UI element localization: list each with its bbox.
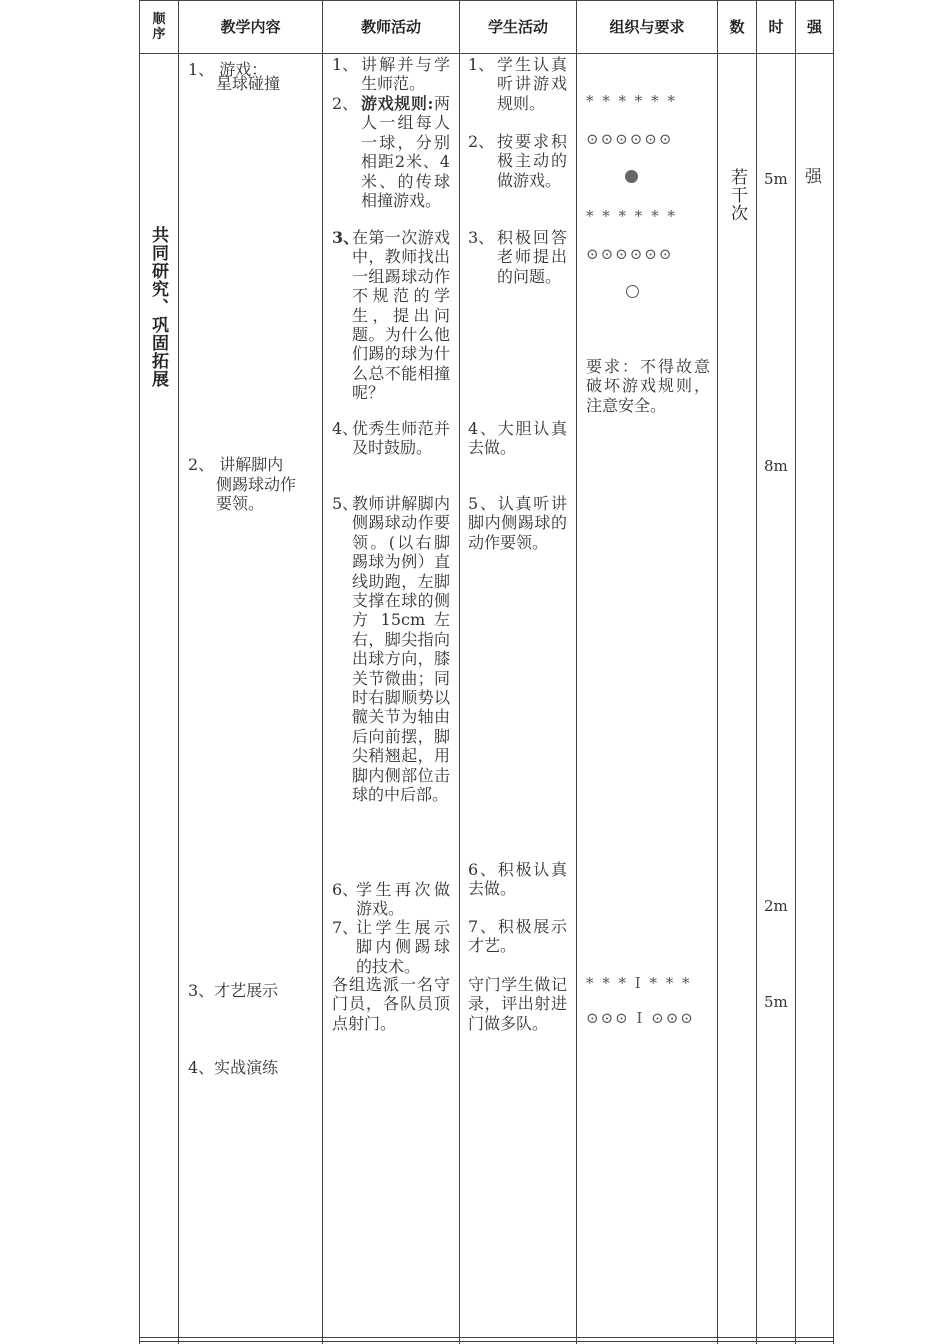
student-s8: 守门学生做记录，评出射进门做多队。 <box>468 975 567 1033</box>
student-s3-num: 3、 <box>468 228 495 247</box>
header-seq: 顺序 <box>152 11 166 42</box>
count-value: 若干次 <box>727 168 747 222</box>
header-content: 教学内容 <box>220 18 281 36</box>
student-s2-num: 2、 <box>468 132 495 151</box>
grid-line <box>576 0 577 1344</box>
time-2: 8m <box>764 457 788 475</box>
student-s1-num: 1、 <box>468 55 495 74</box>
teacher-p6-num: 6、 <box>332 880 359 899</box>
teacher-p3-num: 3、 <box>332 228 360 247</box>
content-item-2-line3: 要领。 <box>216 494 265 513</box>
content-item-2-line2: 侧踢球动作 <box>216 475 297 494</box>
header-intensity: 强 <box>806 18 822 36</box>
teacher-p7: 让学生展示脚内侧踢球的技术。 <box>356 918 450 976</box>
teacher-p5: 教师讲解脚内侧踢球动作要领。(以右脚踢球为例）直线助跑，左脚支撑在球的侧方 15cm 左右，脚尖指向出球方向，膝关节微曲；同时右脚顺势以髋关节为轴由后向前摆，脚尖稍翘起，用脚内侧部位击球的中后部。 <box>352 494 450 805</box>
grid-line <box>833 0 834 1344</box>
student-s4: 4、大胆认真去做。 <box>468 419 567 458</box>
content-item-1: 1、 游戏： <box>188 60 268 79</box>
grid-line <box>139 1341 834 1342</box>
goal-formation-stars: * * * I * * * <box>586 974 692 992</box>
student-s5: 5、认真听讲脚内侧踢球的动作要领。 <box>468 494 567 552</box>
grid-line <box>795 0 796 1344</box>
teacher-p2-rule: 两人一组每人一球，分别相距2米、4米、的传球相撞游戏。 <box>361 94 450 211</box>
header-org: 组织与要求 <box>609 18 685 36</box>
time-1: 5m <box>764 170 788 188</box>
time-3: 2m <box>764 897 788 915</box>
teacher-p4: 优秀生师范并及时鼓励。 <box>352 419 450 458</box>
intensity-value: 强 <box>805 167 822 187</box>
header-count: 数 <box>729 18 745 36</box>
header-student: 学生活动 <box>487 18 548 36</box>
student-s7: 7、积极展示才艺。 <box>468 917 567 956</box>
time-4: 5m <box>764 993 788 1011</box>
header-teacher: 教师活动 <box>360 18 421 36</box>
teacher-p8: 各组选派一名守门员，各队员顶点射门。 <box>332 975 450 1033</box>
ball-outline-icon <box>626 285 639 298</box>
formation-stars-row-2: * * * * * * <box>586 207 677 225</box>
goal-formation-circles: ⊙⊙⊙ I ⊙⊙⊙ <box>586 1009 695 1027</box>
grid-line <box>139 0 140 1344</box>
formation-circles-row-1: ⊙⊙⊙⊙⊙⊙ <box>586 130 674 148</box>
grid-line <box>139 1337 834 1338</box>
formation-circles-row-2: ⊙⊙⊙⊙⊙⊙ <box>586 245 674 263</box>
content-item-1-title: 星球碰撞 <box>216 74 281 93</box>
teacher-p2-num: 2、 <box>332 94 359 113</box>
header-time: 时 <box>768 18 784 36</box>
org-requirement: 要求：不得故意破坏游戏规则，注意安全。 <box>586 357 710 415</box>
grid-line <box>139 53 834 54</box>
student-s6: 6、积极认真去做。 <box>468 860 567 899</box>
teacher-p6: 学生再次做游戏。 <box>356 880 450 919</box>
student-s1: 学生认真听讲游戏规则。 <box>497 55 567 113</box>
teacher-p2-rule-label: 游戏规则: <box>361 94 434 113</box>
teacher-p7-num: 7、 <box>332 918 359 937</box>
section-label: 共同研究、巩固拓展 <box>148 226 168 388</box>
content-item-4: 4、实战演练 <box>188 1058 279 1077</box>
ball-filled-icon <box>625 170 638 183</box>
student-s3: 积极回答老师提出的问题。 <box>497 228 567 286</box>
grid-line <box>459 0 460 1344</box>
grid-line <box>178 0 179 1344</box>
content-item-2: 2、 讲解脚内 <box>188 455 284 474</box>
teacher-p2 <box>361 94 450 210</box>
student-s2: 按要求积极主动的做游戏。 <box>497 132 567 190</box>
teacher-p1-num: 1、 <box>332 55 359 74</box>
grid-line <box>756 0 757 1344</box>
content-item-3: 3、才艺展示 <box>188 981 279 1000</box>
teacher-p4-num: 4、 <box>332 419 359 438</box>
grid-line <box>717 0 718 1344</box>
grid-line <box>322 0 323 1344</box>
teacher-p3: 在第一次游戏中，教师找出一组踢球动作不规范的学生，提出问题。为什么他们踢的球为什么总不能相撞呢？ <box>352 228 450 403</box>
teacher-p1: 讲解并与学生师范。 <box>361 55 450 94</box>
formation-stars-row-1: * * * * * * <box>586 92 677 110</box>
teacher-p5-num: 5、 <box>332 494 359 513</box>
